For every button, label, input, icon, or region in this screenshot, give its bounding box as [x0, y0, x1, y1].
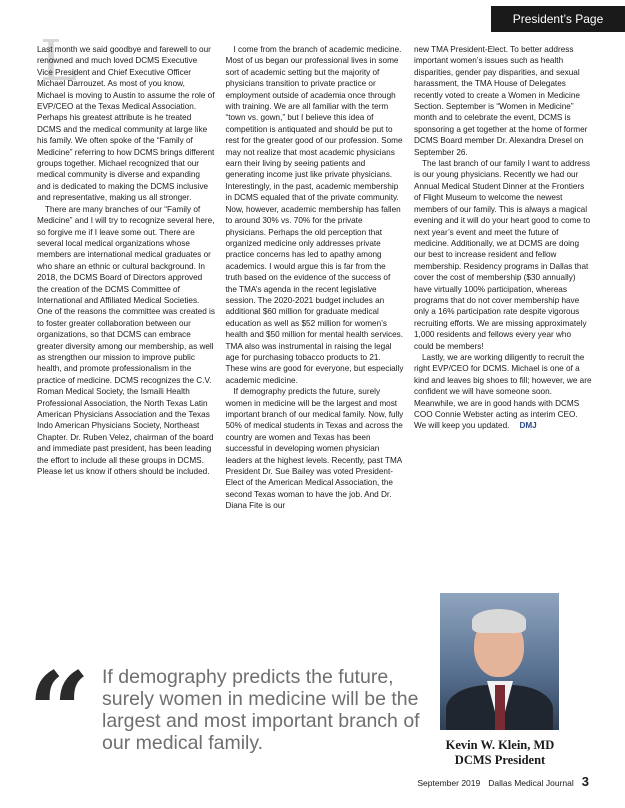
footer-publication: Dallas Medical Journal — [488, 778, 574, 788]
caption-name: Kevin W. Klein, MD — [445, 738, 555, 752]
column-3 — [414, 44, 592, 512]
column-2 — [226, 44, 404, 512]
paragraph — [414, 352, 592, 432]
section-tag: President’s Page — [491, 6, 625, 32]
footer-date: September 2019 — [417, 778, 481, 788]
paragraph: I come from the branch of academic medicine. Most of us began our professional lives in some sort of academic setting but the majority of physicians transition to private practice or employment outside of academia once through with training. We are all familiar with the term “town vs. gown,” but I believe this idea of competition is antiquated and should be put to rest for the greater good of our profession. Some may not realize that most academic physicians earn their living by seeing patients and generating income just like private physicians. Interestingly, in the past, academic membership in DCMS equaled that of the private community. Now, however, academic membership has fallen to around 30% vs. 70% for the private physicians. Perhaps the old perception that organized medicine only addresses private practice concerns has led to apathy among academics. I would argue this is far from the truth based on the evidence of the success of the TMA’s agenda in the recent legislative session. The 2020-2021 budget includes an additional $60 million for graduate medical education as well as $52 million for women’s health and $50 million for mental health services. TMA also was instrumental in raising the legal age for purchasing tobacco products to 21. These wins are good for everyone, but especially academic medicine. — [225, 45, 404, 385]
photo-tie — [495, 685, 505, 730]
page-footer — [417, 774, 589, 789]
paragraph: There are many branches of our “Family of Medicine” and I will try to recognize several here, so forgive me if I leave some out. There are several local medical organizations whose members are international medical graduates or who share an ethnic or cultural background. In 2018, the DCMS Board of Directors approved the creation of the DCMS Committee of International and Affiliated Medical Societies. One of the reasons the committee was created is to foster greater collaboration between our organizations, so that DCMS can embrace greater diversity among our membership, as well as strengthen our mission to improve public health, and promote professionalism in the practice of medicine. DCMS recognizes the C.V. Roman Medical Society, the Ismaili Health Professional Association, the North Texas Latin American Physicians Association and the Texas Indo American Physicians Society, Northeast Chapter. Dr. Ruben Velez, chairman of the board and immediate past president, has been leading the effort to include all these groups in DCMS. Please let us know if others should be included. — [37, 204, 215, 477]
closing-paragraph: Lastly, we are working diligently to recruit the right EVP/CEO for DCMS. Michael is one of a kind and leaves big shoes to fill; however, we are confident we will have someone soon. Meanwhile, we are in good hands with DCMS COO Connie Webster acting as interim CEO. We will keep you updated. — [414, 352, 592, 431]
paragraph: The last branch of our family I want to address is our young physicians. Recently we had our Annual Medical Student Dinner at the Frontiers of Flight Museum to welcome the newest members of our family. This is always a magical evening and it will do your heart good to come to next year’s event and meet the future of medicine. Additionally, we at DCMS are doing our best to increase resident and fellow membership. Residency programs in Dallas that cover the cost of membership ($30 annually) have virtually 100% participation, whereas programs that do not cover membership have only a 16% participation rate despite vigorous recruiting efforts. We are missing approximately 1,000 residents and fellows every year who could be members! — [414, 159, 591, 351]
signature: DMJ — [519, 421, 537, 431]
page-number: 3 — [581, 774, 589, 789]
photo-caption — [420, 738, 580, 768]
paragraph: Last month we said goodbye and farewell to our renowned and much loved DCMS Executive Vice President and Chief Executive Officer Michael Darrouzet. As most of you know, Michael is moving to Austin to assume the role of EVP/CEO at the Texas Medical Association. Perhaps his greatest attribute is he treated DCMS and the medical community at large like his family. We often spoke of the “Family of Medicine” referring to how DCMS brings different groups together. Michael recognized that our medical community is diverse and expanding and is dedicated to making the DCMS inclusive and representative, making us all stronger. — [37, 45, 215, 203]
photo-hair — [472, 609, 526, 633]
president-photo — [440, 593, 559, 730]
quote-mark-icon: “ — [28, 649, 91, 775]
paragraph: If demography predicts the future, surely women in medicine will be the largest and most important branch of our medical family. Now, fully 50% of medical students in Texas and across the country are women and Texas has been successful in developing women physician leaders at the highest levels. Recently, past TMA President Dr. Sue Bailey was voted President-Elect of the American Medical Association, the second Texas woman to have the job. And Dr. Diana Fite is our — [225, 387, 404, 511]
article-body — [37, 44, 592, 512]
column-1 — [37, 44, 215, 512]
caption-title: DCMS President — [454, 753, 546, 767]
paragraph: new TMA President-Elect. To better address important women’s issues such as health disparities, gender pay disparities, and sexual harassment, the TMA House of Delegates recently voted to create a Women in Medicine Section. September is “Women in Medicine” month and to celebrate the event, DCMS is sponsoring a get together at the home of former DCMS Board member Dr. Alexandra Dresel on September 26. — [414, 45, 588, 157]
pull-quote — [28, 649, 448, 775]
drop-cap: L — [40, 29, 78, 94]
pull-quote-text: If demography predicts the future, surely women in medicine will be the largest and most important branch of our medical family. — [102, 666, 420, 754]
